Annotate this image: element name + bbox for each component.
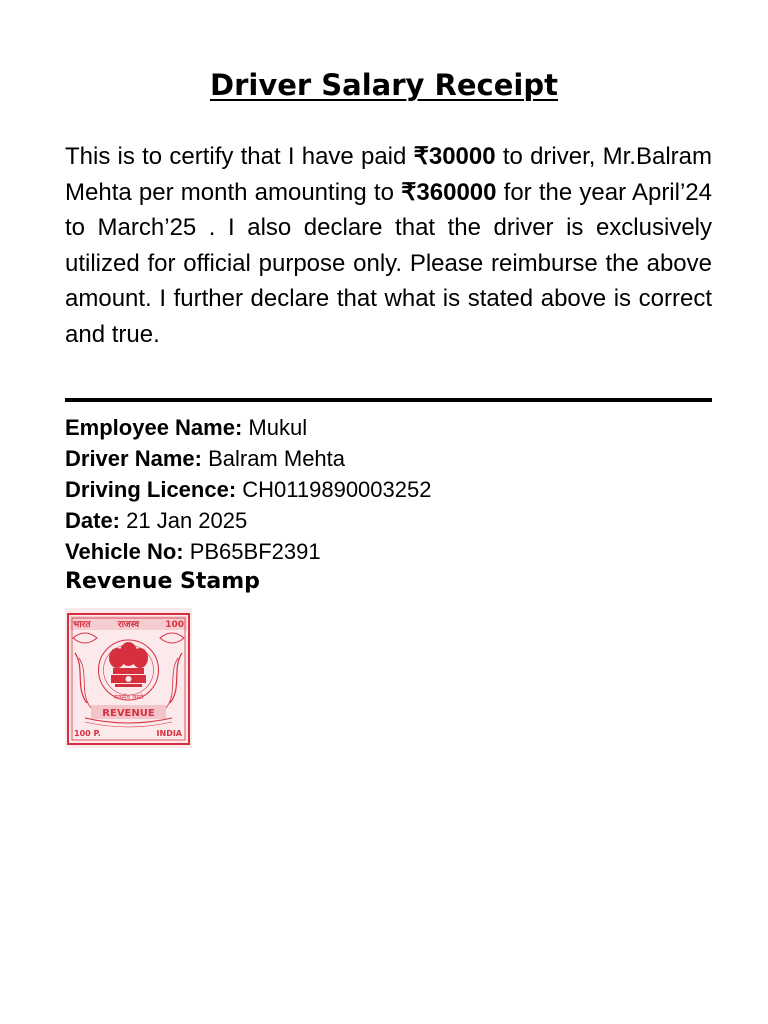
revenue-stamp-image: [65, 608, 192, 748]
stamp-top-left-text: भारत: [73, 620, 91, 630]
detail-vehicle-no: [65, 536, 712, 567]
detail-value: Mukul: [242, 415, 308, 440]
detail-value: CH0119890003252: [236, 477, 432, 502]
detail-value: PB65BF2391: [183, 539, 321, 564]
divider-line: [65, 398, 712, 402]
stamp-bottom-left-text: 100 P.: [74, 729, 101, 738]
revenue-stamp-label: Revenue Stamp: [65, 569, 260, 594]
stamp-revenue-text: REVENUE: [102, 708, 155, 719]
stamp-top-center-text: राजस्व: [117, 620, 140, 630]
paragraph-part-3: for the year April’24 to March’25 . I also declare that the driver is exclusively utilized for official purpose only. Please reimburse the above amount. I further declare that what is stated above is correct and true.: [65, 178, 712, 348]
detail-label: Driving Licence:: [65, 477, 237, 502]
paragraph-part-1: This is to certify that I have paid: [65, 143, 414, 170]
stamp-motto-text: सत्यमेव जयते: [113, 694, 144, 701]
detail-value: Balram Mehta: [201, 446, 346, 471]
stamp-bottom-right-text: INDIA: [156, 729, 182, 738]
stamp-top-right-text: 100: [165, 620, 184, 630]
detail-label: Driver Name:: [65, 446, 202, 471]
page-title: Driver Salary Receipt: [210, 68, 558, 102]
detail-date: [65, 505, 712, 536]
detail-label: Employee Name:: [65, 415, 243, 440]
detail-driver-name: [65, 443, 712, 474]
detail-value: 21 Jan 2025: [120, 508, 248, 533]
monthly-amount: ₹30000: [413, 143, 496, 170]
details-list: [65, 412, 712, 567]
yearly-amount: ₹360000: [401, 178, 497, 206]
detail-label: Vehicle No:: [65, 539, 184, 564]
detail-label: Date:: [65, 508, 121, 533]
detail-driving-licence: [65, 474, 712, 505]
paragraph-part-2: to driver, Mr.Balram Mehta per month amounting to: [65, 143, 712, 206]
certification-paragraph: [65, 139, 712, 353]
detail-employee-name: [65, 412, 712, 443]
